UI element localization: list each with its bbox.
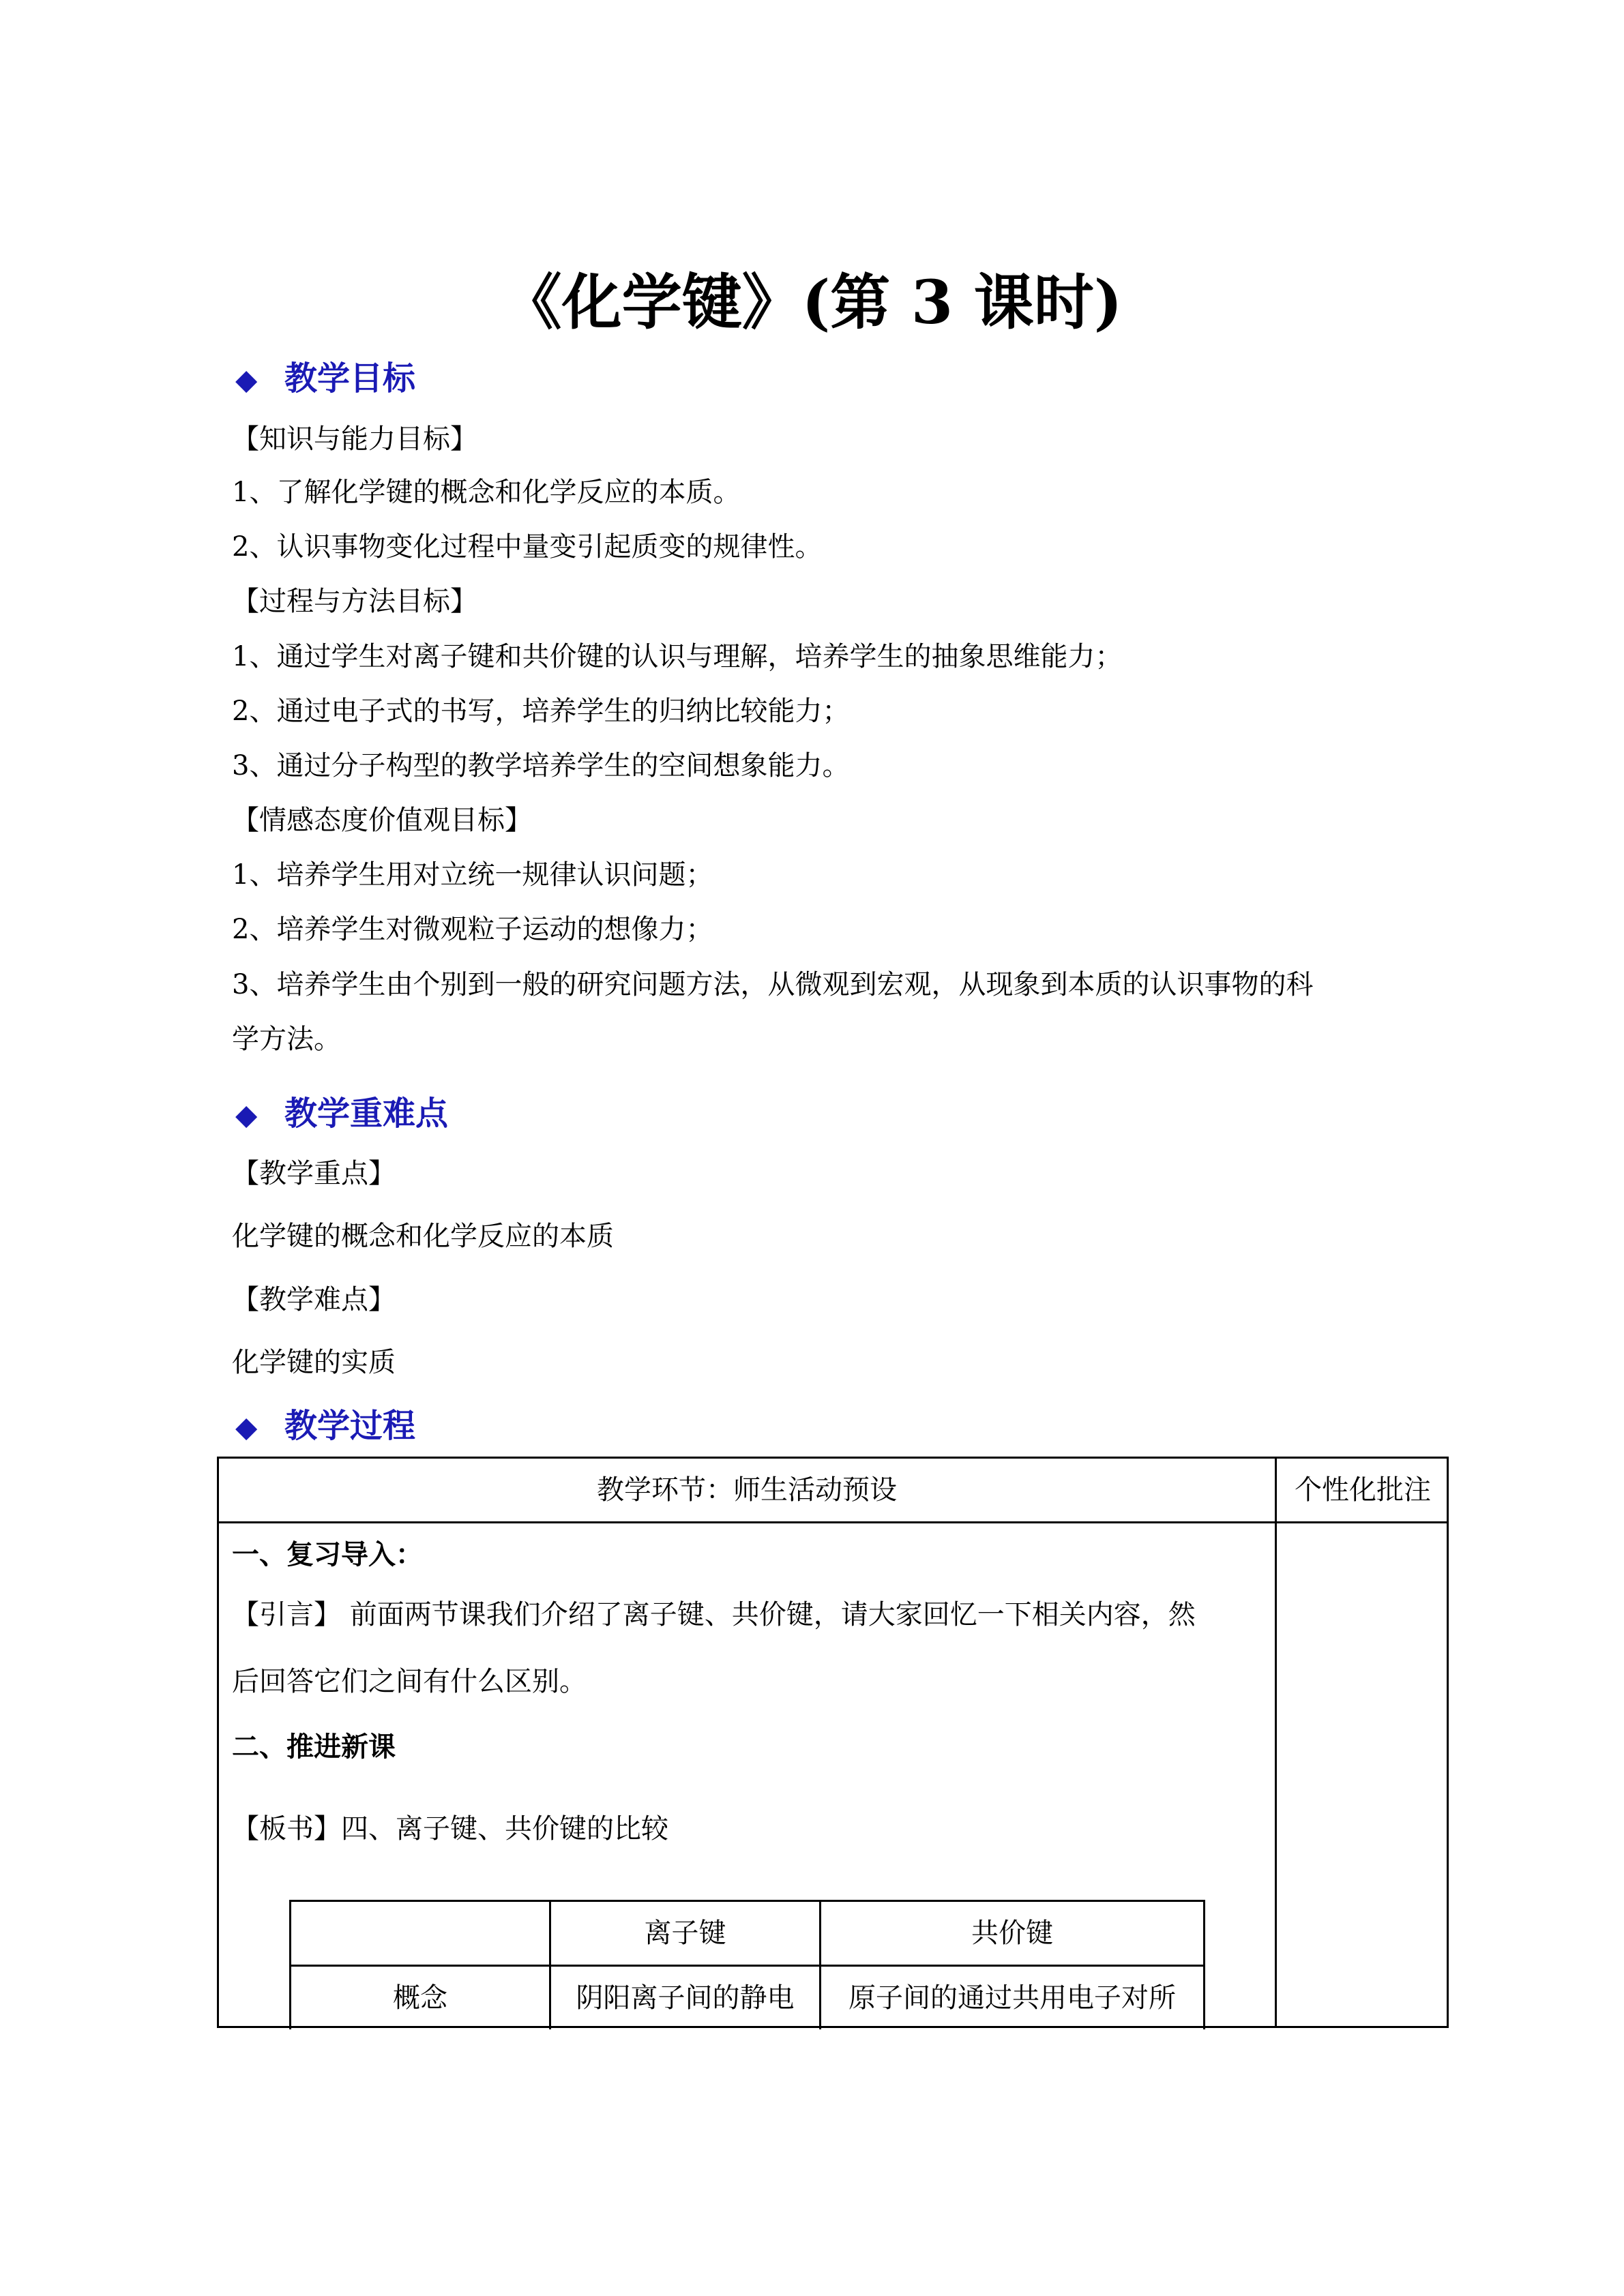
emotion-goal-label: 【情感态度价值观目标】	[232, 805, 532, 836]
emotion-goal-item: 学方法。	[232, 1024, 341, 1055]
table-cell: 概念	[393, 1982, 447, 2014]
process-goal-item: 1、通过学生对离子键和共价键的认识与理解，培养学生的抽象思维能力；	[232, 641, 1123, 672]
emotion-goal-item: 1、培养学生用对立统一规律认识问题；	[232, 859, 713, 891]
process-goal-item: 2、通过电子式的书写，培养学生的归纳比较能力；	[232, 696, 850, 727]
table-divider	[219, 1521, 1447, 1523]
table-cell	[291, 1902, 549, 1965]
section-heading-text: 教学目标	[284, 359, 416, 398]
new-lesson-heading: 二、推进新课	[232, 1731, 396, 1763]
knowledge-goal-item: 1、了解化学键的概念和化学反应的本质。	[232, 477, 741, 508]
page-title: 《化学键》(第 3 课时)	[501, 267, 1123, 338]
section-heading-goals	[235, 358, 415, 400]
emotion-goal-item: 2、培养学生对微观粒子运动的想像力；	[232, 914, 713, 945]
table-cell: 原子间的通过共用电子对所	[848, 1982, 1176, 2014]
section-heading-key-points	[235, 1093, 448, 1135]
knowledge-goal-label: 【知识与能力目标】	[232, 423, 477, 455]
diamond-bullet-icon: ◆	[235, 1410, 258, 1444]
table-cell: 共价键	[971, 1918, 1053, 1949]
comparison-table	[289, 1900, 1205, 2029]
section-heading-process	[235, 1405, 415, 1448]
diamond-bullet-icon: ◆	[235, 363, 258, 396]
intro-text: 后回答它们之间有什么区别。	[232, 1666, 587, 1697]
diamond-bullet-icon: ◆	[235, 1098, 258, 1131]
emotion-goal-item: 3、培养学生由个别到一般的研究问题方法，从微观到宏观，从现象到本质的认识事物的科	[232, 969, 1314, 1000]
focus-text: 化学键的概念和化学反应的本质	[232, 1221, 614, 1252]
review-heading: 一、复习导入：	[232, 1538, 423, 1570]
process-goal-label: 【过程与方法目标】	[232, 586, 477, 617]
knowledge-goal-item: 2、认识事物变化过程中量变引起质变的规律性。	[232, 531, 823, 563]
section-heading-text: 教学过程	[284, 1407, 416, 1445]
table-cell: 离子键	[644, 1918, 726, 1949]
section-heading-text: 教学重难点	[284, 1094, 449, 1133]
table-header-main: 教学环节：师生活动预设	[597, 1474, 897, 1506]
table-cell: 阴阳离子间的静电	[576, 1982, 795, 2014]
board-text: 【板书】四、离子键、共价键的比较	[232, 1813, 668, 1845]
difficulty-text: 化学键的实质	[232, 1347, 396, 1378]
intro-text: 【引言】 前面两节课我们介绍了离子键、共价键，请大家回忆一下相关内容，然	[232, 1599, 1196, 1630]
table-divider	[1275, 1459, 1277, 2026]
process-goal-item: 3、通过分子构型的教学培养学生的空间想象能力。	[232, 750, 850, 781]
table-header-note: 个性化批注	[1295, 1474, 1431, 1506]
focus-label: 【教学重点】	[232, 1158, 396, 1189]
difficulty-label: 【教学难点】	[232, 1284, 396, 1315]
